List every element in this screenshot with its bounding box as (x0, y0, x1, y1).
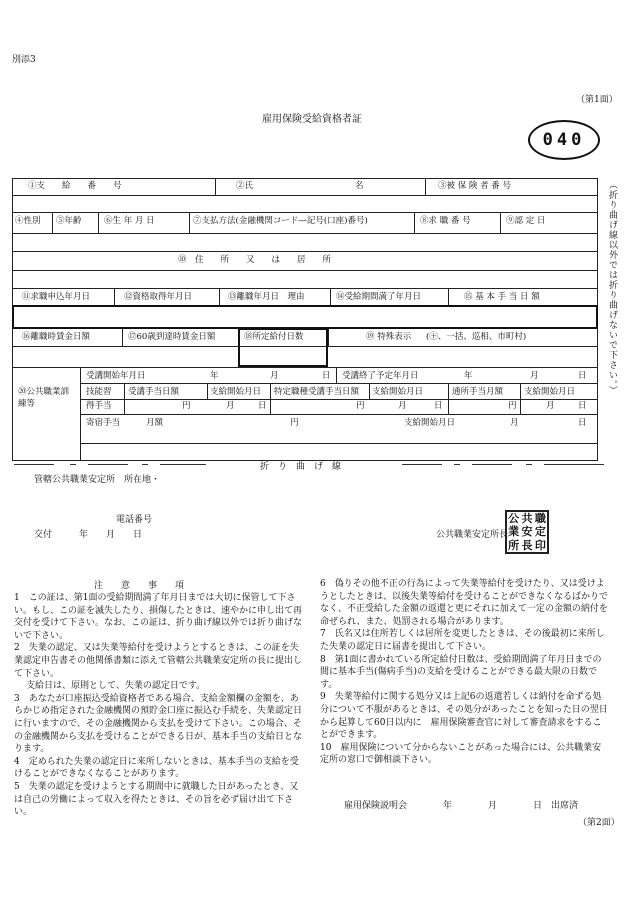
benefit-days-label: ⑱所定給付日数 (244, 332, 304, 342)
phone-number-label: 電話番号 (116, 515, 153, 525)
special-mark-options: (㊉、一括、巡相、市町村) (426, 332, 527, 342)
lodging-pay-start-day: 日 (578, 418, 587, 428)
folding-side-note: （折り曲げ線以外では折り曲げないで下さい。） (607, 180, 617, 396)
fold-line-label: 折 り 曲 げ 線 (260, 462, 342, 472)
lodging-monthly-label: 月額 (146, 418, 164, 428)
fold-line (14, 459, 614, 471)
appendix-label: 別添3 (12, 55, 36, 65)
public-training-label: ⑳公共職業訓練等 (18, 387, 70, 409)
training-start-day: 日 (322, 371, 331, 381)
note-7: 7 氏名又は住所若しくは居所を変更したときは、その後最初に来所した失業の認定日に届書を提出して下さい。 (320, 629, 605, 652)
notes-left-column (14, 592, 304, 819)
birthdate-label: ⑥生 年 月 日 (104, 216, 155, 226)
qualification-date-label: ⑫資格取得年月日 (124, 292, 193, 302)
pay-start-month-1: 月 (226, 401, 235, 411)
note-10: 10 雇用保険について分からないことがあった場合には、公共職業安定所の窓口で御相談下さい。 (320, 742, 602, 766)
application-date-label: ⑪求職申込年月日 (22, 292, 91, 302)
pay-start-day-2: 日 (434, 401, 443, 411)
page-number-front: （第1面） (576, 95, 618, 105)
note-4: 4 定められた失業の認定日に来所しないときは、基本手当の支給を受けることができなくなることがあります。 (14, 756, 299, 780)
training-end-label: 受講終了予定年月日 (342, 371, 419, 381)
name-label: ②氏 名 (236, 181, 364, 191)
address-label: ⑩ 住 所 又 は 居 所 (178, 255, 332, 265)
page-number-back: （第2面） (578, 818, 620, 828)
special-job-allowance-label: 特定職種受講手当日額 (274, 387, 360, 397)
note-5: 5 失業の認定を受けようとする期間中に就職した日があったとき、又は自己の労働によって収入を得たときは、その旨を必ず届け出て下さい。 (14, 781, 299, 818)
skill-allowance-label-a: 技能習 (86, 387, 112, 397)
note-6: 6 偽りその他不正の行為によって失業等給付を受けたり、又は受けようとしたときは、以後失業等給付を受けることができなくなるばかりでなく、不正受給した金額の返還と更にそれに加えて一定の金額の納付を命ぜられ、また、処罰される場合があります。 (320, 579, 609, 627)
training-end-year: 年 (464, 371, 473, 381)
separation-date-label: ⑬離職年月日 理由 (228, 292, 305, 302)
document-title: 雇用保険受給資格者証 (262, 114, 362, 125)
pay-start-month-3: 月 (546, 401, 555, 411)
payment-number-label: ①支 給 番 号 (28, 181, 122, 191)
age-label: ⑤年齢 (56, 216, 82, 226)
training-start-month: 月 (270, 371, 279, 381)
official-seal: 公 共 職 業 安 定 所 長 印 (505, 510, 549, 554)
lecture-daily-label: 受講手当日額 (128, 387, 180, 397)
pay-start-label-1: 支給開始月日 (210, 387, 262, 397)
note-1: 1 この証は、第1面の受給期間満了年月日までは大切に保管して下さい。もし、この証を滅失したり、損傷したときは、速やかに申し出て再交付を受けて下さい。なお、この証は、折り曲げ線以外では折り曲げないで下さい。 (14, 593, 303, 641)
note-8: 8 第1面に書かれている所定給付日数は、受給期間満了年月日までの間に基本手当(傷病手当)の支給を受けることができる最大限の日数です。 (320, 654, 602, 690)
seminar-attendance: 雇用保険説明会 年 月 日 出席済 (344, 801, 579, 811)
pay-start-day-3: 日 (578, 401, 587, 411)
lodging-pay-start-label: 支給開始月日 (404, 418, 456, 428)
training-start-label: 受講開始年月日 (86, 371, 146, 381)
note-2-sub: 支給日は、原則として、失業の認定日です。 (26, 681, 206, 692)
note-9: 9 失業等給付に関する処分又は上記6の返還若しくは納付を命ずる処分について不服があるときは、その処分があったことを知った日の翌日から起算して60日以内に 雇用保険審査官に対して審査請求をすることができます。 (320, 692, 608, 741)
notes-right-column (320, 578, 610, 767)
commute-allowance-label: 通所手当月額 (452, 387, 504, 397)
notes-heading: 注 意 事 項 (94, 581, 185, 591)
issue-date-label: 交付 年 月 日 (34, 530, 143, 540)
sex-label: ④性別 (15, 216, 41, 226)
document-number-badge: 040 (528, 120, 600, 160)
lodging-allowance-label: 寄宿手当 (86, 418, 121, 428)
payment-method-label: ⑦支払方法(金融機関コード―記号(口座)番号) (193, 216, 368, 226)
lodging-pay-start-month: 月 (510, 418, 519, 428)
training-end-day: 日 (578, 371, 587, 381)
pay-start-label-3: 支給開始月日 (524, 387, 576, 397)
pay-start-month-2: 月 (398, 401, 407, 411)
note-3: 3 あなたが口座振込受給資格者である場合、支給金額欄の金額を、あらかじめ指定された金融機関の預貯金口座に振込む手続を、失業認定日に行いますので、その金融機関から支払を受けて下さい。この場合、その金融機関から支払を受けることができる日が、基本手当の支給日となります。 (14, 693, 303, 755)
commute-yen: 円 (508, 401, 517, 411)
office-address-label: 管轄公共職業安定所 所在地・ (34, 475, 161, 485)
training-start-year: 年 (210, 371, 219, 381)
skill-allowance-label-b: 得手当 (86, 401, 112, 411)
basic-allowance-label: ⑮ 基 本 手 当 日 額 (464, 292, 540, 302)
lodging-yen: 円 (290, 418, 299, 428)
pay-start-label-2: 支給開始月日 (372, 387, 424, 397)
director-label: 公共職業安定所長 (436, 530, 509, 540)
special-mark-label: ⑲ 特殊表示 (366, 332, 412, 342)
benefit-expiry-label: ⑭受給期間満了年月日 (336, 292, 422, 302)
lecture-yen: 円 (182, 401, 191, 411)
special-yen: 円 (356, 401, 365, 411)
insured-number-label: ③被 保 険 者 番 号 (438, 181, 512, 191)
pay-start-day-1: 日 (258, 401, 267, 411)
separation-wage-label: ⑯離職時賃金日額 (22, 332, 91, 342)
training-end-month: 月 (530, 371, 539, 381)
job-seeker-number-label: ⑧求 職 番 号 (420, 216, 471, 226)
note-2: 2 失業の認定、又は失業等給付を受けようとするときは、この証を失業認定申告書その他関係書類に添えて管轄公共職業安定所の長に提出して下さい。 (14, 643, 303, 679)
age60-wage-label: ⑰60歳到達時賃金日額 (128, 332, 216, 342)
certification-date-label: ⑨認 定 日 (506, 216, 546, 226)
